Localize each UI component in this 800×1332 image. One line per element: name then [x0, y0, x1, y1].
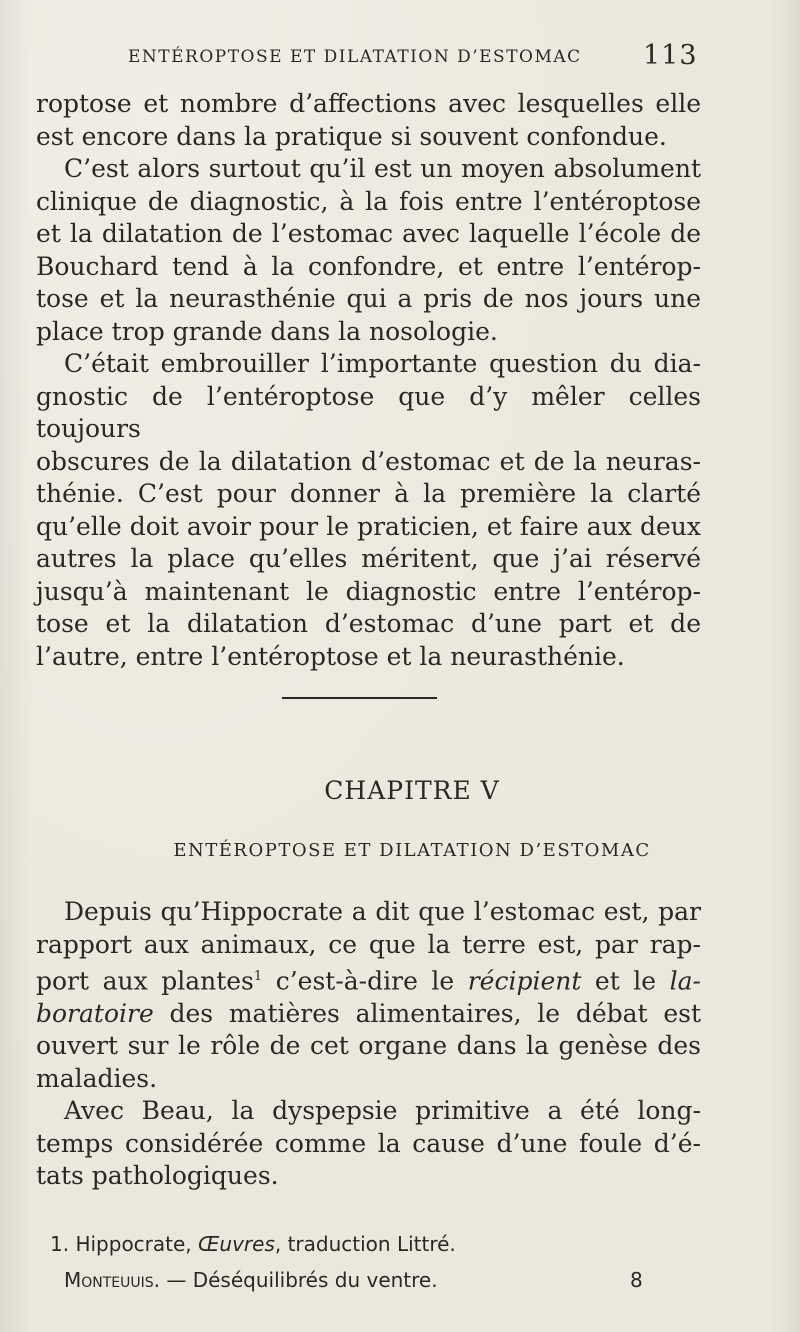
paragraph-continuation — [36, 88, 701, 121]
signature-line — [64, 1268, 438, 1292]
footnote-work-title: Œuvres — [198, 1232, 275, 1256]
text-line: Depuis qu’Hippocrate a dit que l’estomac est, par — [64, 897, 701, 926]
paragraph-line — [36, 641, 701, 674]
paragraph-line — [36, 218, 701, 251]
paragraph-line — [36, 1128, 701, 1161]
text-line: Avec Beau, la dyspepsie primitive a été long- — [64, 1096, 701, 1126]
paragraph-line — [36, 511, 701, 544]
text-line: ouvert sur le rôle de cet organe dans la genèse des — [36, 1031, 701, 1061]
book-title: — Déséquilibrés du ventre. — [160, 1268, 438, 1292]
text-line: roptose et nombre d’affections avec lesquelles elle — [36, 89, 701, 118]
paragraph-line — [36, 961, 701, 998]
running-title: ENTÉROPTOSE ET DILATATION D’ESTOMAC — [128, 47, 582, 67]
paragraph-line — [36, 929, 701, 962]
text-line: est encore dans la pratique si souvent confondue. — [36, 121, 667, 151]
text-line: Bouchard tend à la confondre, et entre l’entérop- — [36, 251, 701, 281]
text-line: C’est alors surtout qu’il est un moyen absolument — [64, 154, 701, 183]
paragraph-line — [36, 446, 701, 479]
paragraph-line — [36, 186, 701, 219]
text-fragment: et le — [581, 966, 670, 996]
paragraph-line — [36, 283, 701, 316]
paragraph-line — [36, 381, 701, 446]
footnote-text: Hippocrate, — [69, 1232, 199, 1256]
author-name: Monteuuis. — [64, 1268, 161, 1292]
paragraph-line — [36, 478, 701, 511]
emphasis-laboratoire-end: boratoire — [36, 998, 154, 1028]
emphasis-recipient: récipient — [467, 966, 582, 996]
chapter-subtitle: ENTÉROPTOSE ET DILATATION D’ESTOMAC — [173, 840, 651, 861]
text-line: maladies. — [36, 1063, 158, 1093]
text-fragment: c’est-à-dire le — [262, 966, 468, 996]
paragraph-line — [36, 251, 701, 284]
text-line: thénie. C’est pour donner à la première la clarté — [36, 479, 701, 508]
footnote-text: , traduction Littré. — [274, 1232, 456, 1256]
text-line: clinique de diagnostic, à la fois entre l’entéroptose — [36, 186, 701, 216]
text-line: qu’elle doit avoir pour le praticien, et faire aux deux — [36, 511, 701, 541]
text-line: autres la place qu’elles méritent, que j’ai réservé — [36, 544, 701, 573]
paragraph-line — [36, 1030, 701, 1063]
text-fragment: des matières alimentaires, le débat est — [153, 998, 701, 1028]
paragraph — [36, 153, 701, 186]
paragraph-line — [36, 316, 701, 349]
running-head — [0, 40, 800, 76]
chapter-title: CHAPITRE V — [324, 776, 500, 805]
text-line: C’était embrouiller l’importante question du dia- — [64, 349, 701, 378]
page-number: 113 — [643, 40, 698, 71]
body-text-section-1 — [36, 88, 701, 673]
paragraph-line — [36, 608, 701, 641]
text-line: jusqu’à maintenant le diagnostic entre l’entérop- — [36, 576, 701, 606]
footnote-number: 1. — [50, 1232, 70, 1256]
paragraph-line — [36, 1063, 701, 1096]
text-line: gnostic de l’entéroptose que d’y mêler celles toujours — [36, 381, 701, 443]
text-line: tose et la dilatation d’estomac d’une part et de — [36, 609, 701, 638]
paragraph-continuation-end — [36, 121, 701, 154]
text-fragment: port aux plantes — [36, 966, 254, 996]
footnote-marker[interactable]: 1 — [253, 969, 263, 984]
text-line: obscures de la dilatation d’estomac et de la neuras- — [36, 446, 701, 476]
paragraph-line — [36, 543, 701, 576]
paragraph-line — [36, 1160, 701, 1193]
text-line: temps considérée comme la cause d’une foule d’é- — [36, 1128, 701, 1158]
text-line: tats pathologiques. — [36, 1161, 279, 1191]
text-line: l’autre, entre l’entéroptose et la neurasthénie. — [36, 641, 625, 671]
text-line: et la dilatation de l’estomac avec laquelle l’école de — [36, 219, 701, 248]
signature-mark: 8 — [630, 1268, 643, 1292]
text-line: rapport aux animaux, ce que la terre est, par rap- — [36, 929, 701, 959]
paragraph — [36, 348, 701, 381]
emphasis-laboratoire-start: la- — [669, 966, 701, 996]
paragraph — [36, 1095, 701, 1128]
footnote — [50, 1232, 456, 1256]
paragraph — [36, 896, 701, 929]
section-divider — [282, 697, 437, 699]
paragraph-line — [36, 998, 701, 1031]
text-line: place trop grande dans la nosologie. — [36, 316, 498, 346]
paragraph-line — [36, 576, 701, 609]
body-text-section-2 — [36, 896, 701, 1193]
text-line: tose et la neurasthénie qui a pris de nos jours une — [36, 284, 701, 313]
